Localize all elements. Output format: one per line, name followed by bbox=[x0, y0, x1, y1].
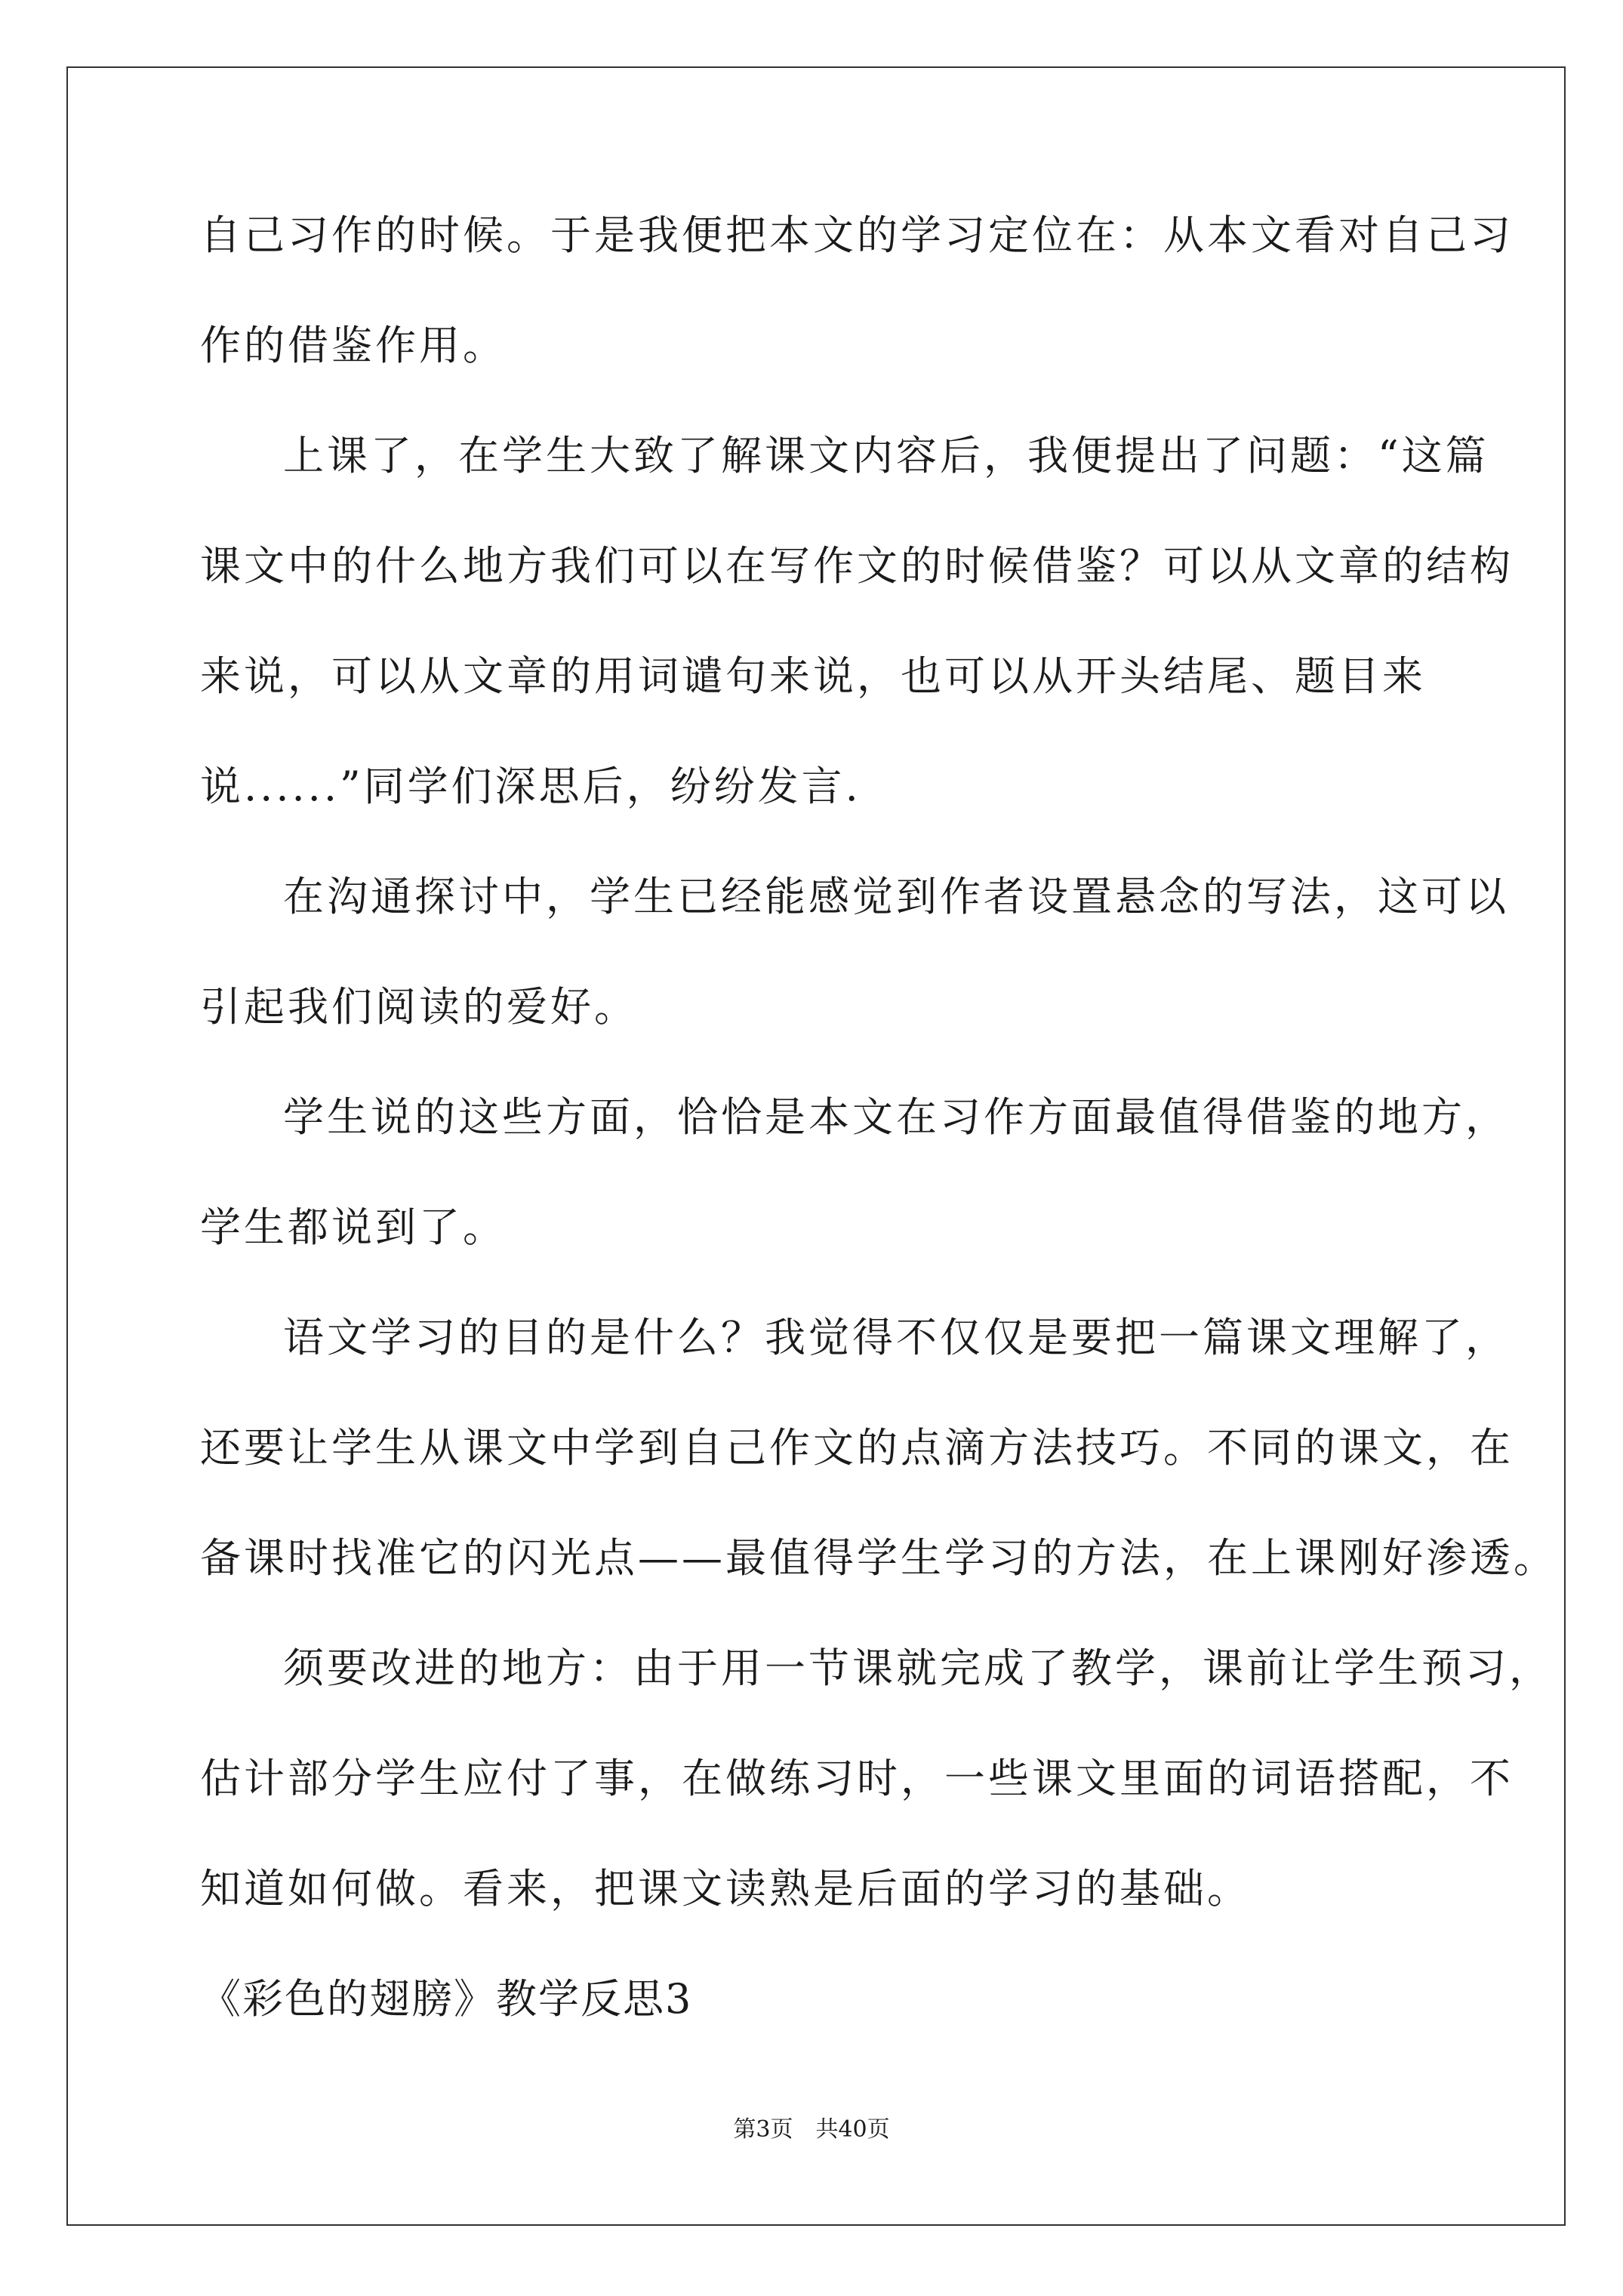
paragraph-start-line: 上课了，在学生大致了解课文内容后，我便提出了问题：“这篇 bbox=[283, 432, 1489, 479]
section-heading: 《彩色的翅膀》教学反思3 bbox=[200, 1975, 693, 2023]
text-line: 作的借鉴作用。 bbox=[200, 322, 507, 369]
paragraph-start-line: 须要改进的地方：由于用一节课就完成了教学，课前让学生预习， bbox=[283, 1644, 1553, 1692]
paragraph-start-line: 学生说的这些方面，恰恰是本文在习作方面最值得借鉴的地方， bbox=[283, 1093, 1509, 1141]
paragraph-start-line: 在沟通探讨中，学生已经能感觉到作者设置悬念的写法，这可以 bbox=[283, 873, 1509, 920]
text-line: 引起我们阅读的爱好。 bbox=[200, 983, 638, 1031]
text-line: 备课时找准它的闪光点——最值得学生学习的方法，在上课刚好渗透。 bbox=[200, 1534, 1557, 1582]
text-line: 学生都说到了。 bbox=[200, 1203, 507, 1251]
text-line: 估计部分学生应付了事，在做练习时，一些课文里面的词语搭配，不 bbox=[200, 1755, 1514, 1802]
document-body bbox=[200, 211, 1557, 2089]
text-line: 说......”同学们深思后，纷纷发言. bbox=[200, 763, 861, 810]
page-number-footer: 第3页 共40页 bbox=[733, 2116, 890, 2143]
text-line: 来说，可以从文章的用词谴句来说，也可以从开头结尾、题目来 bbox=[200, 652, 1426, 700]
text-line: 自己习作的时候。于是我便把本文的学习定位在：从本文看对自己习 bbox=[200, 211, 1514, 259]
text-line: 还要让学生从课文中学到自己作文的点滴方法技巧。不同的课文，在 bbox=[200, 1424, 1514, 1472]
text-line: 知道如何做。看来，把课文读熟是后面的学习的基础。 bbox=[200, 1865, 1251, 1912]
paragraph-start-line: 语文学习的目的是什么？我觉得不仅仅是要把一篇课文理解了， bbox=[283, 1314, 1509, 1361]
text-line: 课文中的什么地方我们可以在写作文的时候借鉴？可以从文章的结构 bbox=[200, 542, 1514, 590]
